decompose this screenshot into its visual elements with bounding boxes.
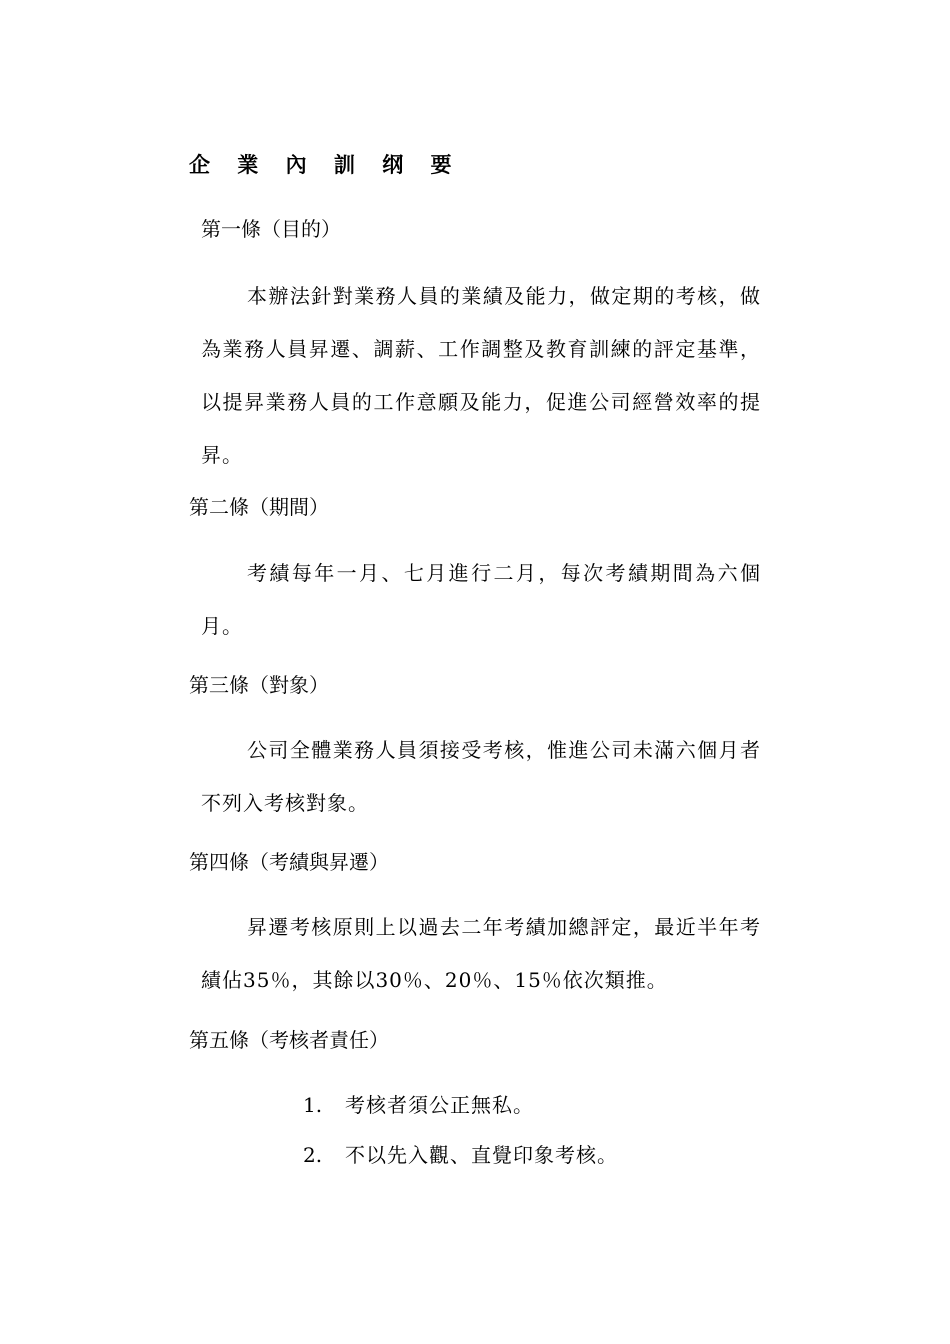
article-5-heading: 第五條（考核者責任） xyxy=(189,1028,389,1052)
list-item xyxy=(303,1090,618,1140)
list-item-number: 1. xyxy=(303,1093,323,1117)
article-5-list xyxy=(303,1090,618,1190)
article-1-body: 本辦法針對業務人員的業績及能力，做定期的考核，做為業務人員昇遷、調薪、工作調整及教育訓練的評定基準，以提昇業務人員的工作意願及能力，促進公司經營效率的提昇。 xyxy=(201,284,761,467)
list-item-number: 2. xyxy=(303,1143,323,1167)
document-title: 企 業 內 訓 纲 要 xyxy=(189,153,462,177)
list-item-text: 不以先入觀、直覺印象考核。 xyxy=(345,1143,618,1167)
article-3-heading: 第三條（對象） xyxy=(189,673,329,697)
article-1-heading: 第一條（目的） xyxy=(201,217,341,241)
article-2-heading: 第二條（期間） xyxy=(189,495,329,519)
article-4-heading: 第四條（考績與昇遷） xyxy=(189,850,389,874)
list-item-text: 考核者須公正無私。 xyxy=(345,1093,534,1117)
article-4-body: 昇遷考核原則上以過去二年考績加總評定，最近半年考績佔35％，其餘以30％、20％、15％依次類推。 xyxy=(201,915,761,992)
article-2-body: 考績每年一月、七月進行二月，每次考績期間為六個月。 xyxy=(201,561,761,638)
article-3-body: 公司全體業務人員須接受考核，惟進公司未滿六個月者不列入考核對象。 xyxy=(201,738,761,815)
list-item xyxy=(303,1140,618,1190)
